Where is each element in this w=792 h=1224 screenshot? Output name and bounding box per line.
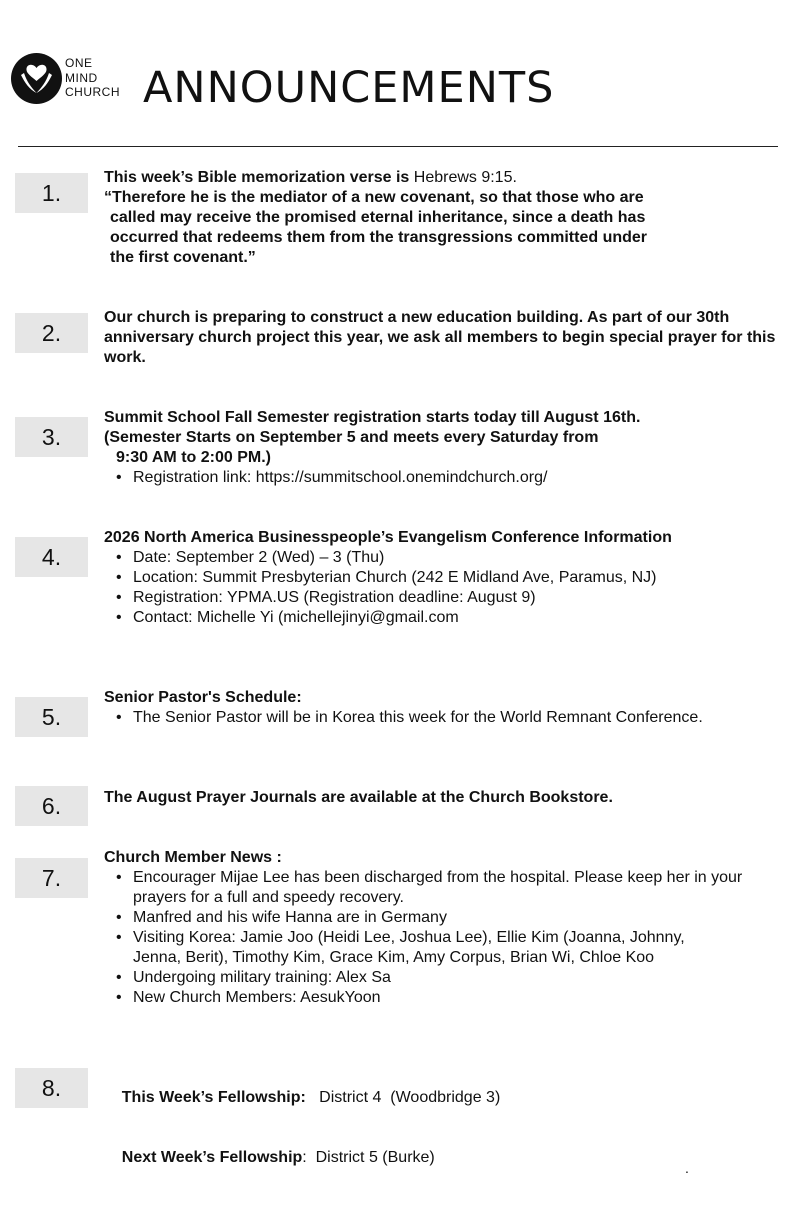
memory-verse-intro <box>104 168 776 188</box>
next-week-fellowship-value: : District 5 (Burke) <box>302 1149 435 1166</box>
conference-location-item: • Location: Summit Presbyterian Church (242 E Midland Ave, Paramus, NJ) <box>104 568 776 588</box>
registration-heading: Summit School Fall Semester registration starts today till August 16th. <box>104 409 641 426</box>
announcement-7 <box>104 848 776 1008</box>
conference-date-item: • Date: September 2 (Wed) – 3 (Thu) <box>104 548 776 568</box>
registration-link-item[interactable]: • Registration link: https://summitschool.onemindchurch.org/ <box>104 468 776 488</box>
member-news-item: • Undergoing military training: Alex Sa <box>104 968 776 988</box>
member-news-item: • Manfred and his wife Hanna are in Germany <box>104 908 776 928</box>
item-number-2: 2. <box>15 313 88 353</box>
item-number-4: 4. <box>15 537 88 577</box>
member-news-item: • Visiting Korea: Jamie Joo (Heidi Lee, Joshua Lee), Ellie Kim (Joanna, Johnny, Jenna, Berit), Timothy Kim, Grace Kim, Amy Corpus, Brian Wi, Chloe Koo <box>104 928 733 968</box>
logo-line-mind: MIND <box>65 70 98 85</box>
verse-line-4: the first covenant.” <box>110 249 256 266</box>
member-news-list <box>104 868 776 1008</box>
logo-line-one: ONE <box>65 56 93 70</box>
footer-mark: . <box>685 1160 689 1176</box>
semester-info-line: (Semester Starts on September 5 and meets every Saturday from <box>104 429 599 446</box>
announcement-1 <box>104 168 776 268</box>
semester-time-line: 9:30 AM to 2:00 PM.) <box>116 449 271 466</box>
conference-heading: 2026 North America Businesspeople’s Evangelism Conference Information <box>104 529 672 546</box>
pastor-schedule-heading: Senior Pastor's Schedule: <box>104 689 302 706</box>
this-week-fellowship <box>104 1068 776 1128</box>
next-week-fellowship-label: Next Week’s Fellowship <box>121 1149 303 1166</box>
verse-line-3: occurred that redeems them from the transgressions committed under <box>110 229 648 246</box>
conference-registration-item: • Registration: YPMA.US (Registration deadline: August 9) <box>104 588 776 608</box>
logo-line-church: CHURCH <box>65 85 120 99</box>
header-divider <box>18 146 778 147</box>
item-number-7: 7. <box>15 858 88 898</box>
registration-list <box>104 468 776 488</box>
heart-hands-icon <box>11 53 62 104</box>
verse-line-2: called may receive the promised eternal inheritance, since a death has <box>110 209 646 226</box>
member-news-item: • Encourager Mijae Lee has been discharged from the hospital. Please keep her in your prayers for a full and speedy recovery. <box>104 868 776 908</box>
conference-details-list <box>104 548 776 628</box>
pastor-schedule-list <box>104 708 776 728</box>
item-number-6: 6. <box>15 786 88 826</box>
memory-verse-reference: Hebrews 9:15. <box>409 169 517 186</box>
next-week-fellowship <box>104 1128 776 1188</box>
conference-contact-item: • Contact: Michelle Yi (michellejinyi@gmail.com <box>104 608 776 628</box>
item-number-1: 1. <box>15 173 88 213</box>
church-logo <box>11 53 126 105</box>
announcement-3 <box>104 408 776 488</box>
announcement-8 <box>104 1068 776 1188</box>
page-title: ANNOUNCEMENTS <box>143 63 555 113</box>
item-number-3: 3. <box>15 417 88 457</box>
announcement-5 <box>104 688 776 728</box>
item-number-5: 5. <box>15 697 88 737</box>
pastor-schedule-item: • The Senior Pastor will be in Korea this week for the World Remnant Conference. <box>104 708 723 728</box>
this-week-fellowship-value: District 4 (Woodbridge 3) <box>305 1089 501 1106</box>
this-week-fellowship-label: This Week’s Fellowship: <box>121 1089 306 1106</box>
member-news-item: • New Church Members: AesukYoon <box>104 988 776 1008</box>
announcement-2: Our church is preparing to construct a new education building. As part of our 30th anniversary church project this year, we ask all members to begin special prayer for this work. <box>104 309 776 366</box>
verse-line-1: “Therefore he is the mediator of a new covenant, so that those who are <box>104 189 644 206</box>
announcement-4 <box>104 528 776 628</box>
item-number-8: 8. <box>15 1068 88 1108</box>
member-news-heading: Church Member News : <box>104 849 282 866</box>
logo-wordmark <box>65 56 120 100</box>
memory-verse-label: This week’s Bible memorization verse is <box>104 169 410 186</box>
announcement-6: The August Prayer Journals are available at the Church Bookstore. <box>104 789 613 806</box>
